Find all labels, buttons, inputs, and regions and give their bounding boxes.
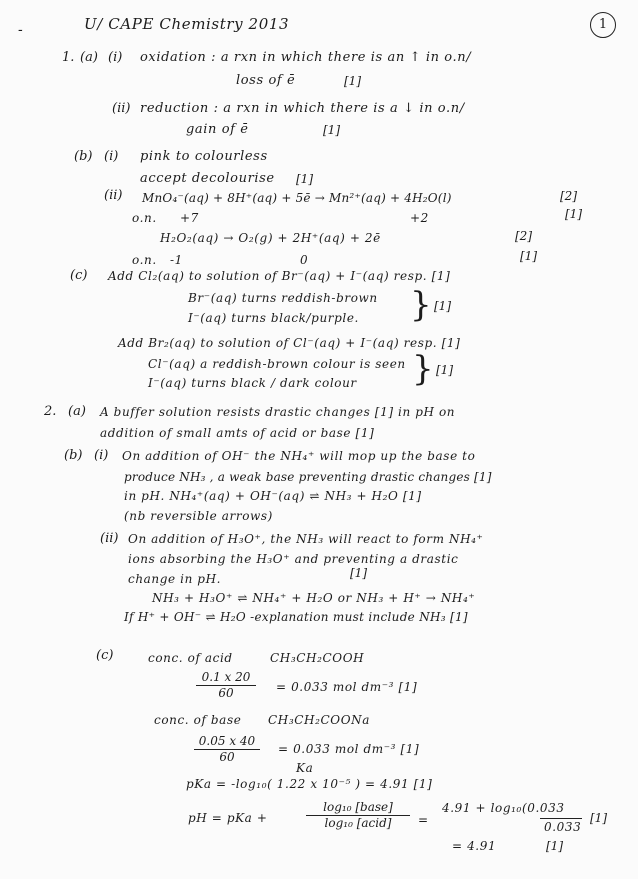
q1-b-ii-eq2: H₂O₂(aq) → O₂(g) + 2H⁺(aq) + 2ē: [160, 231, 381, 245]
q2-c-ph-mark2: [1]: [546, 839, 563, 853]
q2-a-label: (a): [68, 404, 86, 419]
q1-c-brace-mark1: [1]: [434, 299, 451, 313]
q1-b-ii-on1-mark: [1]: [565, 207, 582, 221]
q1-a-i-label: (i): [108, 50, 123, 65]
q1-b-i-line1: pink to colourless: [140, 149, 268, 164]
q1-c-line6: I⁻(aq) turns black / dark colour: [148, 376, 357, 390]
q1-b-ii-label: (ii): [104, 188, 123, 203]
q2-a-line1: A buffer solution resists drastic changes [1] in pH on: [100, 405, 456, 419]
q1-b-ii-on2-label: o.n.: [132, 253, 157, 267]
q2-c-acid-num: 0.1 x 20: [196, 670, 256, 686]
q1-a-ii-line2: gain of ē: [186, 122, 249, 137]
q2-number: 2.: [44, 404, 57, 419]
q2-b-i-note: (nb reversible arrows): [124, 509, 273, 523]
q1-a-i-line1: oxidation : a rxn in which there is an ↑ in o.n/: [140, 50, 472, 65]
q1-b-ii-on1-label: o.n.: [132, 211, 157, 225]
q2-c-acid-label: conc. of acid: [148, 651, 233, 665]
q1-b-ii-eq1-mark: [2]: [560, 189, 577, 203]
q2-b-ii-line2: ions absorbing the H₃O⁺ and preventing a drastic: [128, 552, 459, 566]
q1-b-ii-on2-mark: [1]: [520, 249, 537, 263]
q1-a-i-mark: [1]: [344, 74, 361, 88]
q2-c-base-den: 60: [219, 750, 235, 764]
q1-b-ii-eq1: MnO₄⁻(aq) + 8H⁺(aq) + 5ē → Mn²⁺(aq) + 4H₂O(l): [142, 191, 452, 205]
q2-c-ph-mark1: [1]: [590, 811, 607, 825]
q1-c-line2: Br⁻(aq) turns reddish-brown: [188, 291, 378, 305]
q2-a-line2: addition of small amts of acid or base [1]: [100, 426, 375, 440]
q1-b-ii-on2-left: -1: [170, 253, 183, 267]
q2-b-ii-label: (ii): [100, 531, 119, 546]
q1-b-label: (b): [74, 149, 93, 164]
q1-a-ii-line1: reduction : a rxn in which there is a ↓ in o.n/: [140, 101, 465, 116]
q1-c-brace-mark2: [1]: [436, 363, 453, 377]
q2-c-base-fraction: [194, 734, 260, 765]
q1-b-ii-on2-right: 0: [300, 253, 309, 267]
c-brace-2: }: [412, 349, 434, 389]
q1-a-label: (a): [80, 50, 98, 65]
q1-c-line5: Cl⁻(aq) a reddish-brown colour is seen: [148, 357, 406, 371]
q2-b-ii-eq: NH₃ + H₃O⁺ ⇌ NH₄⁺ + H₂O or NH₃ + H⁺ → NH₄⁺: [152, 591, 476, 605]
q2-c-acid-fraction: [196, 670, 256, 701]
q1-a-i-line2: loss of ē: [236, 73, 296, 88]
q2-b-i-line1: On addition of OH⁻ the NH₄⁺ will mop up the base to: [122, 449, 476, 463]
q1-c-line1: Add Cl₂(aq) to solution of Br⁻(aq) + I⁻(aq) resp. [1]: [108, 269, 451, 283]
q2-c-ph-result: = 4.91: [452, 839, 497, 853]
q2-b-ii-line1: On addition of H₃O⁺, the NH₃ will react to form NH₄⁺: [128, 532, 484, 546]
q2-b-ii-mark: [1]: [350, 566, 367, 580]
q2-b-label: (b): [64, 448, 83, 463]
q1-b-ii-eq2-mark: [2]: [515, 229, 532, 243]
q2-c-base-formula: CH₃CH₂COONa: [268, 713, 371, 727]
q1-c-line3: I⁻(aq) turns black/purple.: [188, 311, 359, 325]
q2-c-label: (c): [96, 648, 114, 663]
q2-c-pka-line: pKa = -log₁₀( 1.22 x 10⁻⁵ ) = 4.91 [1]: [186, 777, 433, 791]
q2-c-base-label: conc. of base: [154, 713, 242, 727]
q2-c-ph-fraction: [306, 800, 410, 831]
q2-b-ii-line3: change in pH.: [128, 572, 222, 586]
q2-c-ph-right1: 4.91 + log₁₀(0.033: [442, 801, 565, 815]
q1-b-ii-on1-left: +7: [180, 211, 199, 225]
q2-c-ka-label: Ka: [296, 761, 314, 775]
corner-mark: -: [18, 22, 24, 38]
q2-c-acid-formula: CH₃CH₂COOH: [270, 651, 365, 665]
c-brace-1: }: [410, 285, 432, 325]
q1-a-ii-mark: [1]: [323, 123, 340, 137]
q1-b-i-line2: accept decolourise: [140, 171, 275, 186]
q2-c-acid-den: 60: [218, 686, 234, 700]
q1-b-ii-on1-right: +2: [410, 211, 429, 225]
q2-c-acid-result: = 0.033 mol dm⁻³ [1]: [276, 680, 418, 694]
page-title: U/ CAPE Chemistry 2013: [84, 15, 290, 33]
q1-b-i-label: (i): [104, 149, 119, 164]
q2-c-base-num: 0.05 x 40: [194, 734, 260, 750]
q2-c-ph-eq: =: [418, 813, 429, 827]
q2-c-ph-num: log₁₀ [base]: [306, 800, 410, 816]
page-number-badge: 1: [590, 12, 616, 38]
q1-a-ii-label: (ii): [112, 101, 131, 116]
q2-b-ii-line4: If H⁺ + OH⁻ ⇌ H₂O -explanation must include NH₃ [1]: [124, 610, 468, 624]
q2-c-ph-left: pH = pKa +: [188, 811, 268, 825]
q1-c-label: (c): [70, 268, 88, 283]
q2-c-base-result: = 0.033 mol dm⁻³ [1]: [278, 742, 420, 756]
q2-b-i-line3: in pH. NH₄⁺(aq) + OH⁻(aq) ⇌ NH₃ + H₂O [1]: [124, 489, 422, 503]
q2-b-i-line2: produce NH₃ , a weak base preventing drastic changes [1]: [124, 470, 492, 484]
q1-number: 1.: [62, 50, 75, 65]
q1-c-line4: Add Br₂(aq) to solution of Cl⁻(aq) + I⁻(aq) resp. [1]: [118, 336, 461, 350]
q2-b-i-label: (i): [94, 448, 109, 463]
q1-b-i-mark: [1]: [296, 172, 313, 186]
q2-c-ph-right2: 0.033: [544, 820, 582, 834]
q2-c-ph-den: log₁₀ [acid]: [324, 816, 392, 830]
